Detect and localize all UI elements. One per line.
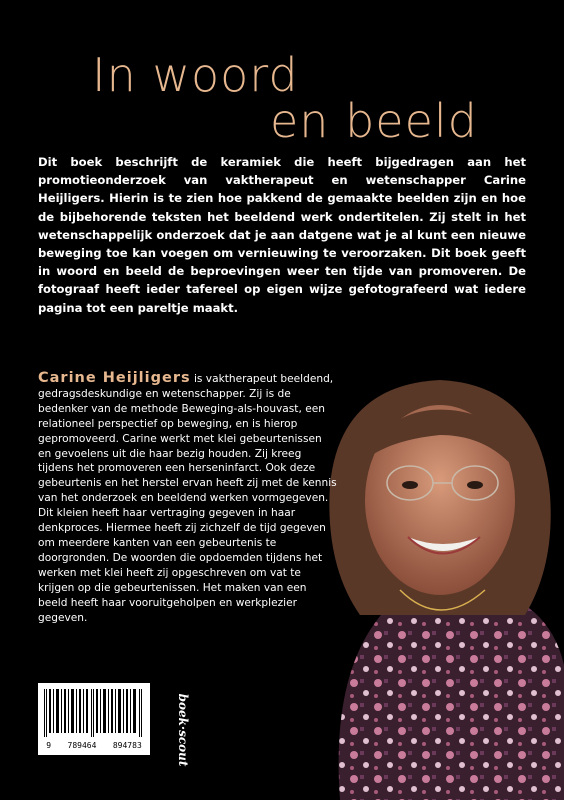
title-line-2: en beeld xyxy=(270,94,478,148)
title-line-1: In woord xyxy=(92,48,299,102)
publisher-logo: boek·scout xyxy=(176,693,190,767)
isbn-digit-group-2: 894783 xyxy=(112,741,142,750)
author-photo xyxy=(300,365,564,800)
isbn-digits xyxy=(38,741,150,750)
author-bio xyxy=(38,371,338,625)
barcode-bars xyxy=(44,689,144,737)
isbn-barcode xyxy=(38,683,150,755)
isbn-digit-prefix: 9 xyxy=(46,741,52,750)
book-title xyxy=(0,48,564,148)
author-bio-text: is vaktherapeut beeldend, gedragsdeskundige en wetenschapper. Zij is de bedenker van de methode Beweging-als-houvast, een relationeel perspectief op beweging, en is hierop gepromoveerd. Carine werkt met klei gebeurtenissen en gevoelens uit die haar bezig houden. Zij kreeg tijdens het promoveren een herseninfarct. Ook deze gebeurtenis en het herstel ervan heeft zij met de kennis van het onderzoek en beeldend werken vormgegeven. Dit kleien heeft haar vertraging gegeven in haar denkproces. Hiermee heeft zij zichzelf de tijd gegeven om meerdere kanten van een gebeurtenis te doorgronden. De woorden die opdoemden tijdens het werken met klei heeft zij opgeschreven om vat te krijgen op die gebeurtenissen. Het maken van een beeld heeft haar vooruitgeholpen en werkplezier gegeven. xyxy=(38,373,337,624)
isbn-digit-group-1: 789464 xyxy=(67,741,97,750)
intro-text: Dit boek beschrijft de keramiek die heeft bijgedragen aan het promotieonderzoek van vaktherapeut en wetenschapper Carine Heijligers. Hierin is te zien hoe pakkend de gemaakte beelden zijn en hoe de bijbehorende teksten het beeldend werk ondertitelen. Zij stelt in het wetenschappelijk onderzoek dat je aan datgene wat je al kunt een nieuwe beweging toe kan voegen om vernieuwing te veroorzaken. Dit boek geeft in woord en beeld de beproevingen weer ten tijde van promoveren. De fotograaf heeft ieder tafereel op eigen wijze gefotografeerd wat iedere pagina tot een pareltje maakt. xyxy=(38,155,526,315)
author-name: Carine Heijligers xyxy=(38,370,191,386)
